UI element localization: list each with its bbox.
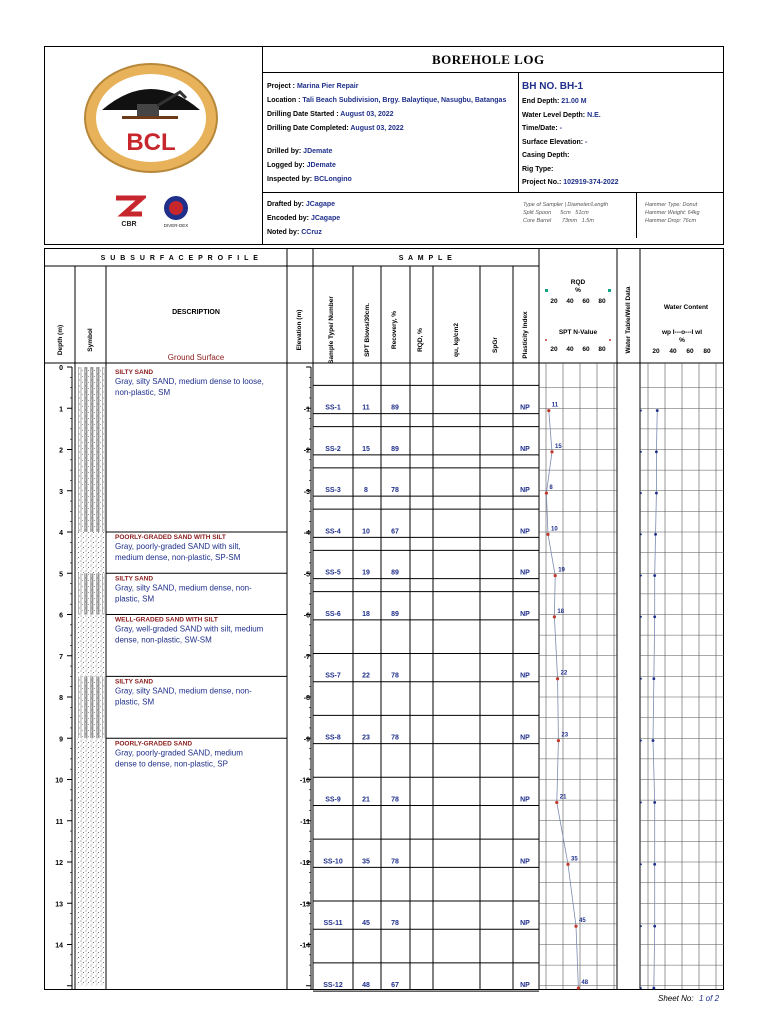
water-table-marker (640, 575, 642, 577)
sample-id: SS-2 (325, 445, 341, 453)
spt-point (574, 925, 577, 928)
strata-description: Gray, silty SAND, medium dense, non- (115, 686, 252, 696)
spt-point-label: 15 (555, 443, 562, 450)
project-field-value: Marina Pier Repair (295, 83, 359, 90)
depth-tick-label: 8 (59, 695, 63, 702)
water-table-marker (640, 987, 642, 989)
elevation-tick-label: -9 (303, 736, 310, 744)
recovery-value: 78 (391, 858, 399, 866)
sampler-row: Core Barrel 73mm 1.5m (523, 218, 594, 224)
spt-point (554, 574, 557, 577)
recovery-value: 67 (391, 528, 399, 536)
spt-point-label: 8 (549, 485, 553, 492)
elevation-tick-label: -1 (303, 406, 310, 414)
soil-symbol (77, 573, 105, 614)
sample-id: SS-6 (325, 610, 341, 618)
sample-id: SS-10 (323, 858, 343, 866)
plasticity-value: NP (520, 404, 530, 412)
recovery-value: 78 (391, 734, 399, 742)
water-table-marker (640, 533, 642, 535)
rqd-scale-tick: 40 (566, 298, 574, 305)
spt-point (546, 533, 549, 536)
plasticity-value: NP (520, 528, 530, 536)
soil-symbol (77, 532, 105, 573)
depth-tick-label: 11 (55, 818, 63, 826)
rqd-scale-tick: 60 (582, 298, 590, 305)
water-content-point (653, 925, 656, 928)
hammer-row: Hammer Drop: 76cm (645, 218, 697, 224)
sample-type-header: Sample Type/ Number (328, 296, 335, 364)
strata-name: SILTY SAND (115, 678, 154, 686)
depth-tick-label: 1 (59, 406, 63, 414)
strata-description: medium dense, non-plastic, SP-SM (115, 553, 241, 562)
spt-point (557, 739, 560, 742)
water-content-unit: % (679, 337, 685, 344)
water-content-point (654, 533, 657, 536)
elevation-header: Elevation (m) (296, 309, 303, 351)
bh-number: BH NO. BH-1 (522, 81, 584, 92)
sample-id: SS-8 (325, 734, 341, 742)
depth-tick-label: 12 (55, 860, 63, 867)
elevation-tick-label: -13 (299, 901, 310, 909)
info-field-value: - (583, 138, 588, 146)
plasticity-value: NP (520, 610, 530, 618)
elevation-tick-label: -11 (300, 818, 310, 826)
depth-tick-label: 13 (55, 901, 63, 909)
spt-scale-tick: 80 (598, 346, 606, 353)
water-content-scale-tick: 40 (669, 348, 677, 355)
water-table-marker (640, 802, 642, 804)
hammer-row: Hammer Type: Donut (645, 202, 698, 208)
spt-scale-tick: 40 (566, 346, 574, 353)
rqd-chart-unit: % (575, 287, 581, 294)
strata-name: WELL-GRADED SAND WITH SILT (115, 616, 218, 624)
spgr-header: SpGr (492, 337, 499, 353)
svg-text:DIVER-DEX: DIVER-DEX (163, 223, 189, 228)
recovery-value: 78 (391, 487, 399, 495)
sheet-label: Sheet No: (658, 994, 694, 1003)
strata-description: plastic, SM (115, 594, 155, 604)
plasticity-header: Plasticity Index (522, 311, 529, 359)
recovery-value: 89 (391, 569, 399, 577)
spt-point-label: 23 (561, 732, 569, 739)
elevation-tick-label: -5 (303, 571, 310, 579)
spt-point (577, 986, 580, 989)
sheet-value: 1 of 2 (699, 994, 720, 1003)
project-field-value: JCagape (309, 215, 341, 222)
sample-id: SS-3 (325, 487, 341, 495)
spt-blows-value: 15 (362, 445, 370, 453)
project-field-value: August 03, 2022 (338, 111, 394, 118)
sample-header: S A M P L E (398, 255, 454, 262)
svg-text:CBR: CBR (121, 221, 137, 228)
spt-point (553, 615, 556, 618)
water-content-legend: wp I---o---I wl (661, 329, 703, 336)
elevation-tick-label: -3 (303, 488, 310, 496)
project-field-label: Drilled by: JDemate (267, 148, 333, 155)
spt-scale-marker (609, 339, 611, 341)
spt-point-label: 11 (551, 402, 559, 409)
rqd-scale-marker (545, 289, 548, 292)
project-field-value: BCLongino (312, 176, 352, 183)
depth-tick-label: 7 (59, 653, 63, 661)
project-field-label: Drilling Date Started : August 03, 2022 (267, 111, 394, 118)
spt-point-label: 35 (571, 856, 578, 863)
water-content-point (652, 987, 655, 990)
strata-name: SILTY SAND (115, 575, 154, 583)
spt-point (566, 863, 569, 866)
water-content-point (652, 739, 655, 742)
recovery-value: 78 (391, 796, 399, 804)
strata-name: POORLY-GRADED SAND WITH SILT (115, 534, 226, 541)
elevation-tick-label: -4 (303, 530, 310, 537)
info-field-value: 102919-374-2022 (561, 179, 619, 186)
water-content-scale-tick: 20 (652, 348, 660, 355)
water-table-header: Water Table/Well Data (625, 286, 632, 354)
elevation-tick-label: -12 (299, 860, 310, 867)
info-field-label: Project No.: 102919-374-2022 (522, 179, 619, 186)
info-field-label: Casing Depth: (522, 152, 570, 159)
info-field-value: 21.00 M (559, 98, 587, 105)
water-table-marker (640, 925, 642, 927)
spt-blows-value: 22 (362, 672, 370, 680)
recovery-value: 78 (391, 920, 399, 928)
ground-surface-label: Ground Surface (167, 353, 225, 362)
water-table-marker (640, 740, 642, 742)
spt-point (550, 450, 553, 453)
spt-point (545, 491, 548, 494)
depth-tick-label: 14 (55, 942, 63, 950)
water-content-point (655, 450, 658, 453)
spt-blows-header: SPT Blows/30cm. (364, 303, 371, 357)
hammer-row: Hammer Weight: 64kg (645, 210, 700, 216)
spt-chart-title: SPT N-Value (558, 329, 598, 336)
rqd-scale-tick: 20 (550, 298, 558, 305)
sampler-row: Type of Sampler | Diameter/Length (523, 202, 609, 208)
water-content-title: Water Content (663, 304, 709, 311)
description-header: DESCRIPTION (172, 309, 220, 316)
strata-description: dense, non-plastic, SW-SM (115, 635, 212, 645)
soil-symbol (77, 676, 105, 738)
recovery-value: 67 (391, 982, 399, 990)
water-content-point (655, 492, 658, 495)
spt-point-label: 22 (560, 670, 568, 677)
depth-tick-label: 0 (59, 365, 63, 372)
plasticity-value: NP (520, 734, 530, 742)
depth-tick-label: 9 (59, 736, 63, 744)
spt-line (546, 411, 578, 989)
sample-id: SS-5 (325, 569, 341, 577)
spt-blows-value: 11 (362, 404, 370, 412)
page-title: BOREHOLE LOG (432, 52, 545, 67)
sample-id: SS-12 (323, 982, 343, 990)
water-content-point (653, 801, 656, 804)
spt-point-label: 45 (579, 918, 586, 925)
depth-tick-label: 4 (59, 530, 63, 537)
spt-blows-value: 18 (362, 610, 370, 618)
plasticity-value: NP (520, 858, 530, 866)
spt-scale-tick: 20 (550, 346, 558, 353)
spt-point-label: 18 (557, 608, 565, 615)
recovery-header: Recovery, % (391, 310, 398, 350)
recovery-value: 89 (391, 445, 399, 453)
water-content-point (653, 574, 656, 577)
project-field-value: JDemate (304, 162, 336, 169)
water-table-marker (640, 678, 642, 680)
soil-symbol (77, 615, 105, 677)
info-field-value: N.E. (585, 111, 601, 119)
project-field-label: Location : Tali Beach Subdivision, Brgy. Balaytique, Nasugbu, Batangas (267, 97, 507, 104)
strata-description: Gray, poorly-graded SAND, medium (115, 748, 243, 758)
spt-point (547, 409, 550, 412)
plasticity-value: NP (520, 920, 530, 928)
rqd-scale-tick: 80 (598, 298, 606, 305)
elevation-tick-label: -14 (299, 942, 310, 950)
strata-description: non-plastic, SM (115, 388, 171, 397)
qu-header: qu, kg/cm2 (453, 323, 460, 357)
sampler-row: Split Spoon 5cm 51cm (523, 210, 589, 216)
info-field-label: Rig Type: (522, 165, 554, 173)
water-content-scale-tick: 60 (686, 348, 694, 355)
strata-description: Gray, silty SAND, medium dense to loose, (115, 377, 264, 386)
spt-blows-value: 8 (364, 487, 368, 495)
spt-point (555, 801, 558, 804)
plasticity-value: NP (520, 672, 530, 680)
spt-scale-marker (545, 339, 547, 341)
strata-name: POORLY-GRADED SAND (115, 740, 193, 748)
spt-blows-value: 45 (362, 920, 370, 928)
water-content-point (653, 863, 656, 866)
elevation-tick-label: -7 (303, 653, 310, 661)
water-table-marker (640, 616, 642, 618)
water-table-marker (640, 410, 642, 412)
water-table-marker (640, 492, 642, 494)
water-table-marker (640, 451, 642, 453)
plasticity-value: NP (520, 796, 530, 804)
subsurface-profile-header: S U B S U R F A C E P R O F I L E (100, 255, 260, 262)
info-field-label: Water Level Depth: N.E. (522, 111, 601, 119)
project-field-label: Drilling Date Completed: August 03, 2022 (267, 125, 404, 132)
strata-description: Gray, poorly-graded SAND with silt, (115, 542, 241, 551)
strata-description: dense to dense, non-plastic, SP (115, 759, 228, 769)
spt-blows-value: 23 (362, 734, 370, 742)
strata-description: plastic, SM (115, 697, 155, 707)
project-field-label: Noted by: CCruz (267, 229, 322, 236)
water-table-marker (640, 863, 642, 865)
spt-point-label: 10 (551, 526, 558, 533)
project-field-value: JCagape (303, 201, 336, 208)
project-field-label: Project : Marina Pier Repair (267, 83, 359, 90)
recovery-value: 89 (391, 610, 399, 618)
soil-symbol (77, 738, 105, 986)
soil-symbol (77, 367, 105, 532)
elevation-tick-label: -6 (303, 612, 310, 620)
project-field-label: Drafted by: JCagape (267, 201, 336, 208)
project-field-label: Inspected by: BCLongino (267, 176, 352, 183)
info-field-value: - (557, 125, 562, 132)
depth-tick-label: 6 (59, 612, 63, 620)
project-field-value: JDemate (301, 148, 333, 155)
spt-point-label: 19 (558, 567, 565, 574)
spt-point (556, 677, 559, 680)
spt-blows-value: 19 (362, 569, 370, 577)
depth-tick-label: 3 (59, 488, 63, 496)
spt-blows-value: 10 (362, 528, 370, 536)
plasticity-value: NP (520, 487, 530, 495)
strata-description: Gray, silty SAND, medium dense, non- (115, 583, 252, 593)
water-content-scale-tick: 80 (703, 348, 711, 355)
rqd-chart-title: RQD (570, 279, 586, 286)
sample-id: SS-11 (323, 920, 343, 928)
spt-blows-value: 48 (362, 982, 370, 990)
rqd-header: RQD, % (417, 328, 424, 352)
depth-tick-label: 10 (55, 777, 63, 785)
plasticity-value: NP (520, 445, 530, 453)
info-field-label: End Depth: 21.00 M (522, 98, 587, 105)
logo-text: BCL (126, 129, 176, 156)
project-field-label: Encoded by: JCagape (267, 215, 341, 222)
spt-blows-value: 21 (362, 796, 370, 804)
spt-point-label: 48 (581, 980, 589, 987)
plasticity-value: NP (520, 569, 530, 577)
rqd-scale-marker (608, 289, 611, 292)
sample-id: SS-4 (325, 528, 341, 536)
elevation-tick-label: -2 (303, 447, 310, 455)
sample-id: SS-1 (325, 404, 341, 412)
project-field-value: Tali Beach Subdivision, Brgy. Balaytique, Nasugbu, Batangas (300, 97, 507, 104)
info-field-label: Time/Date: - (522, 125, 562, 132)
project-field-label: Logged by: JDemate (267, 162, 336, 169)
depth-header: Depth (m) (57, 324, 64, 356)
spt-blows-value: 35 (362, 858, 370, 866)
recovery-value: 78 (391, 672, 399, 680)
spt-point-label: 21 (559, 794, 567, 801)
project-field-value: CCruz (299, 229, 322, 236)
water-content-point (653, 615, 656, 618)
water-content-line (653, 411, 657, 989)
sample-id: SS-7 (325, 672, 341, 680)
elevation-tick-label: -8 (303, 695, 310, 702)
water-content-point (652, 677, 655, 680)
strata-name: SILTY SAND (115, 369, 154, 376)
depth-tick-label: 5 (59, 571, 63, 579)
info-field-label: Surface Elevation: - (522, 138, 588, 146)
plasticity-value: NP (520, 982, 530, 990)
sample-id: SS-9 (325, 796, 341, 804)
project-field-value: August 03, 2022 (348, 125, 404, 132)
elevation-tick-label: -10 (299, 777, 310, 785)
depth-tick-label: 2 (59, 447, 63, 455)
spt-scale-tick: 60 (582, 346, 590, 353)
strata-description: Gray, well-graded SAND with silt, medium (115, 624, 264, 634)
symbol-header: Symbol (87, 328, 94, 352)
recovery-value: 89 (391, 404, 399, 412)
water-content-point (656, 409, 659, 412)
